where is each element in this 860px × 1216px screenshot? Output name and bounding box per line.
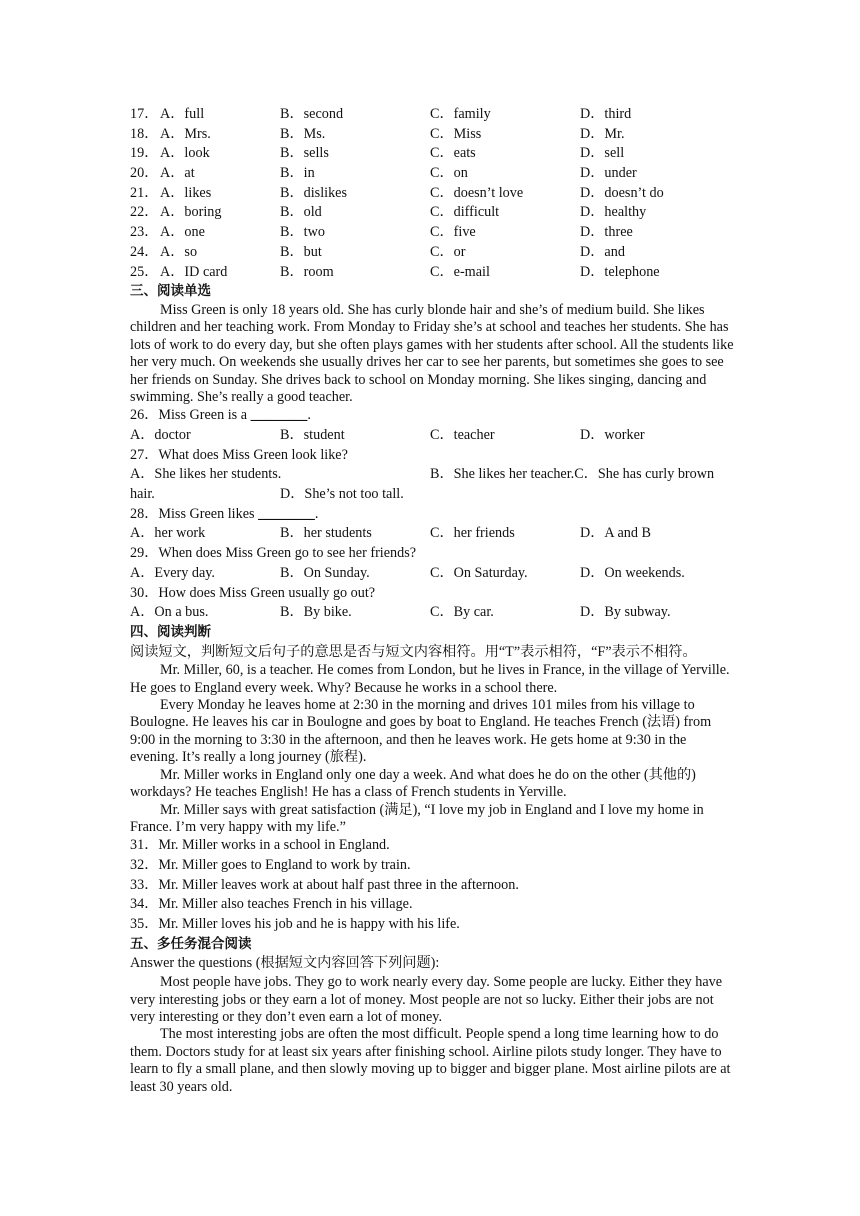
option-b: B．dislikes bbox=[280, 184, 348, 201]
cloze-option-row bbox=[130, 223, 736, 243]
section-heading: 三、阅读单选 bbox=[130, 283, 211, 300]
question-number: 21． bbox=[130, 184, 159, 201]
cloze-option-row bbox=[130, 184, 736, 204]
option-b: B．student bbox=[280, 427, 345, 443]
question-stem: 29．When does Miss Green go to see her friends? bbox=[130, 545, 417, 562]
question-stem: 28．Miss Green likes ________. bbox=[130, 505, 319, 522]
passage-paragraph: Every Monday he leaves home at 2:30 in the morning and drives 101 miles from his village to Boulogne. He leaves his car in Boulogne and goes by boat to England. He teaches French (法语) from 9:00 in the morning to 3:30 in the afternoon, and then he leaves work. He gets home at 9:30 in the evening. It’s really a long journey (旅程). bbox=[130, 697, 712, 766]
question-number: 19． bbox=[130, 145, 159, 162]
option-b: B．By bike. bbox=[280, 604, 352, 621]
option-d: D．three bbox=[580, 224, 633, 241]
option-b: B．second bbox=[280, 106, 344, 122]
option-a: A．boring bbox=[160, 204, 222, 221]
passage-paragraph: The most interesting jobs are often the most difficult. People spend a long time learning how to do them. Doctors study for at least six years after finishing school. Airline pilots study longer. They have to learn to fly a small plane, and then slowly moving up to bigger and bigger plane. Most airline pilots are at least 30 years old. bbox=[130, 1026, 731, 1095]
section-instruction: Answer the questions (根据短文内容回答下列问题): bbox=[130, 955, 440, 972]
option-b: B．On Sunday. bbox=[280, 564, 370, 581]
option-d: D．telephone bbox=[580, 263, 660, 280]
cloze-options-list bbox=[130, 105, 736, 282]
option-bc: B．She likes her teacher.C．She has curly brown bbox=[430, 466, 715, 483]
option-a: A．so bbox=[160, 243, 198, 260]
question-options bbox=[130, 524, 736, 544]
passage-paragraph: Most people have jobs. They go to work nearly every day. Some people are lucky. Either they have very interesting jobs or they earn a lot of money. Most people are not so lucky. Either their jobs are not very interesting or they don’t even earn a lot of money. bbox=[130, 974, 723, 1025]
option-a: A．Every day. bbox=[130, 564, 215, 581]
option-c-continued: hair. bbox=[130, 486, 155, 503]
reading-passage: Miss Green is only 18 years old. She has curly blonde hair and she’s of medium build. She likes children and her teaching work. From Monday to Friday she’s at school and teaches her students. She has lots of work to do every day, but she often plays games with her students after school. All the students like her very much. On weekends she usually drives her car to see her parents, but sometimes she goes to see her friends on Sunday. She drives back to school on Monday morning. She likes singing, dancing and swimming. She’s really a good teacher. bbox=[130, 301, 734, 405]
cloze-option-row bbox=[130, 144, 736, 164]
judgement-statement: 33．Mr. Miller leaves work at about half past three in the afternoon. bbox=[130, 876, 519, 893]
option-d: D．and bbox=[580, 243, 625, 260]
option-a: A．her work bbox=[130, 525, 206, 542]
question-number: 18． bbox=[130, 125, 159, 142]
option-d: D．sell bbox=[580, 145, 625, 162]
question-number: 20． bbox=[130, 165, 159, 182]
question-number: 17． bbox=[130, 106, 159, 122]
option-a: A．On a bus. bbox=[130, 604, 209, 621]
option-a: A．one bbox=[160, 224, 205, 241]
question-options bbox=[130, 465, 736, 485]
option-d: D．On weekends. bbox=[580, 564, 685, 581]
passage-paragraph: Mr. Miller works in England only one day a week. And what does he do on the other (其他的) workdays? He teaches English! He has a class of French students in Yerville. bbox=[130, 766, 696, 801]
option-c: C．eats bbox=[430, 145, 476, 162]
cloze-option-row bbox=[130, 263, 736, 283]
option-b: B．her students bbox=[280, 525, 372, 542]
judgement-statement: 35．Mr. Miller loves his job and he is happy with his life. bbox=[130, 916, 460, 933]
cloze-option-row bbox=[130, 164, 736, 184]
option-d: D．Mr. bbox=[580, 125, 625, 142]
option-b: B．sells bbox=[280, 145, 329, 162]
section-heading: 五、多任务混合阅读 bbox=[130, 935, 252, 952]
cloze-option-row bbox=[130, 105, 736, 125]
judgement-statement: 32．Mr. Miller goes to England to work by train. bbox=[130, 857, 411, 873]
option-c: C．or bbox=[430, 243, 466, 260]
question-stem: 30．How does Miss Green usually go out? bbox=[130, 584, 376, 601]
document-content bbox=[130, 105, 736, 1096]
option-c: C．five bbox=[430, 224, 476, 241]
question-options bbox=[130, 426, 736, 446]
option-d: D．healthy bbox=[580, 204, 647, 221]
option-b: B．Ms. bbox=[280, 125, 326, 142]
question-stem: 27．What does Miss Green look like? bbox=[130, 446, 348, 463]
question-number: 23． bbox=[130, 224, 159, 241]
judgement-statement: 34．Mr. Miller also teaches French in his village. bbox=[130, 896, 413, 913]
option-d: D．under bbox=[580, 165, 637, 182]
passage-paragraph: Mr. Miller says with great satisfaction (满足), “I love my job in England and I love my home in France. I’m very happy with my life.” bbox=[130, 801, 704, 835]
cloze-option-row bbox=[130, 243, 736, 263]
option-b: B．two bbox=[280, 224, 325, 241]
option-c: C．family bbox=[430, 106, 491, 122]
option-d: D．By subway. bbox=[580, 604, 671, 621]
option-a: A．Mrs. bbox=[160, 125, 211, 142]
option-a: A．ID card bbox=[160, 263, 228, 280]
option-c: C．on bbox=[430, 165, 468, 182]
option-b: B．old bbox=[280, 204, 322, 221]
option-c: C．e-mail bbox=[430, 263, 490, 280]
option-d: D．A and B bbox=[580, 525, 651, 542]
option-d: D．doesn’t do bbox=[580, 184, 664, 201]
question-options bbox=[130, 564, 736, 584]
option-c: C．By car. bbox=[430, 604, 494, 621]
option-a: A．full bbox=[160, 106, 205, 122]
option-d: D．third bbox=[580, 106, 632, 122]
question-number: 24． bbox=[130, 243, 159, 260]
option-a: A．likes bbox=[160, 184, 212, 201]
question-number: 22． bbox=[130, 204, 159, 221]
option-a: A．She likes her students. bbox=[130, 466, 282, 483]
option-c: C．difficult bbox=[430, 204, 500, 221]
question-options bbox=[130, 485, 736, 505]
option-b: B．in bbox=[280, 165, 315, 182]
option-a: A．at bbox=[160, 165, 195, 182]
section-instruction: 阅读短文，判断短文后句子的意思是否与短文内容相符。用“T”表示相符，“F”表示不相符。 bbox=[130, 643, 697, 660]
option-c: C．On Saturday. bbox=[430, 564, 528, 581]
option-b: B．room bbox=[280, 263, 334, 280]
option-c: C．doesn’t love bbox=[430, 184, 524, 201]
option-c: C．Miss bbox=[430, 125, 482, 142]
option-c: C．her friends bbox=[430, 525, 515, 542]
option-c: C．teacher bbox=[430, 427, 495, 443]
option-d: D．worker bbox=[580, 427, 645, 443]
option-b: B．but bbox=[280, 243, 322, 260]
cloze-option-row bbox=[130, 125, 736, 145]
judgement-statement: 31．Mr. Miller works in a school in England. bbox=[130, 837, 390, 854]
passage-paragraph: Mr. Miller, 60, is a teacher. He comes from London, but he lives in France, in the village of Yerville. He goes to England every week. Why? Because he works in a school there. bbox=[130, 662, 730, 696]
option-d: D．She’s not too tall. bbox=[280, 486, 404, 503]
question-options bbox=[130, 603, 736, 623]
cloze-option-row bbox=[130, 203, 736, 223]
section-heading: 四、阅读判断 bbox=[130, 623, 211, 640]
question-number: 25． bbox=[130, 263, 159, 280]
question-stem: 26．Miss Green is a ________. bbox=[130, 407, 311, 424]
option-a: A．doctor bbox=[130, 427, 191, 443]
option-a: A．look bbox=[160, 145, 210, 162]
